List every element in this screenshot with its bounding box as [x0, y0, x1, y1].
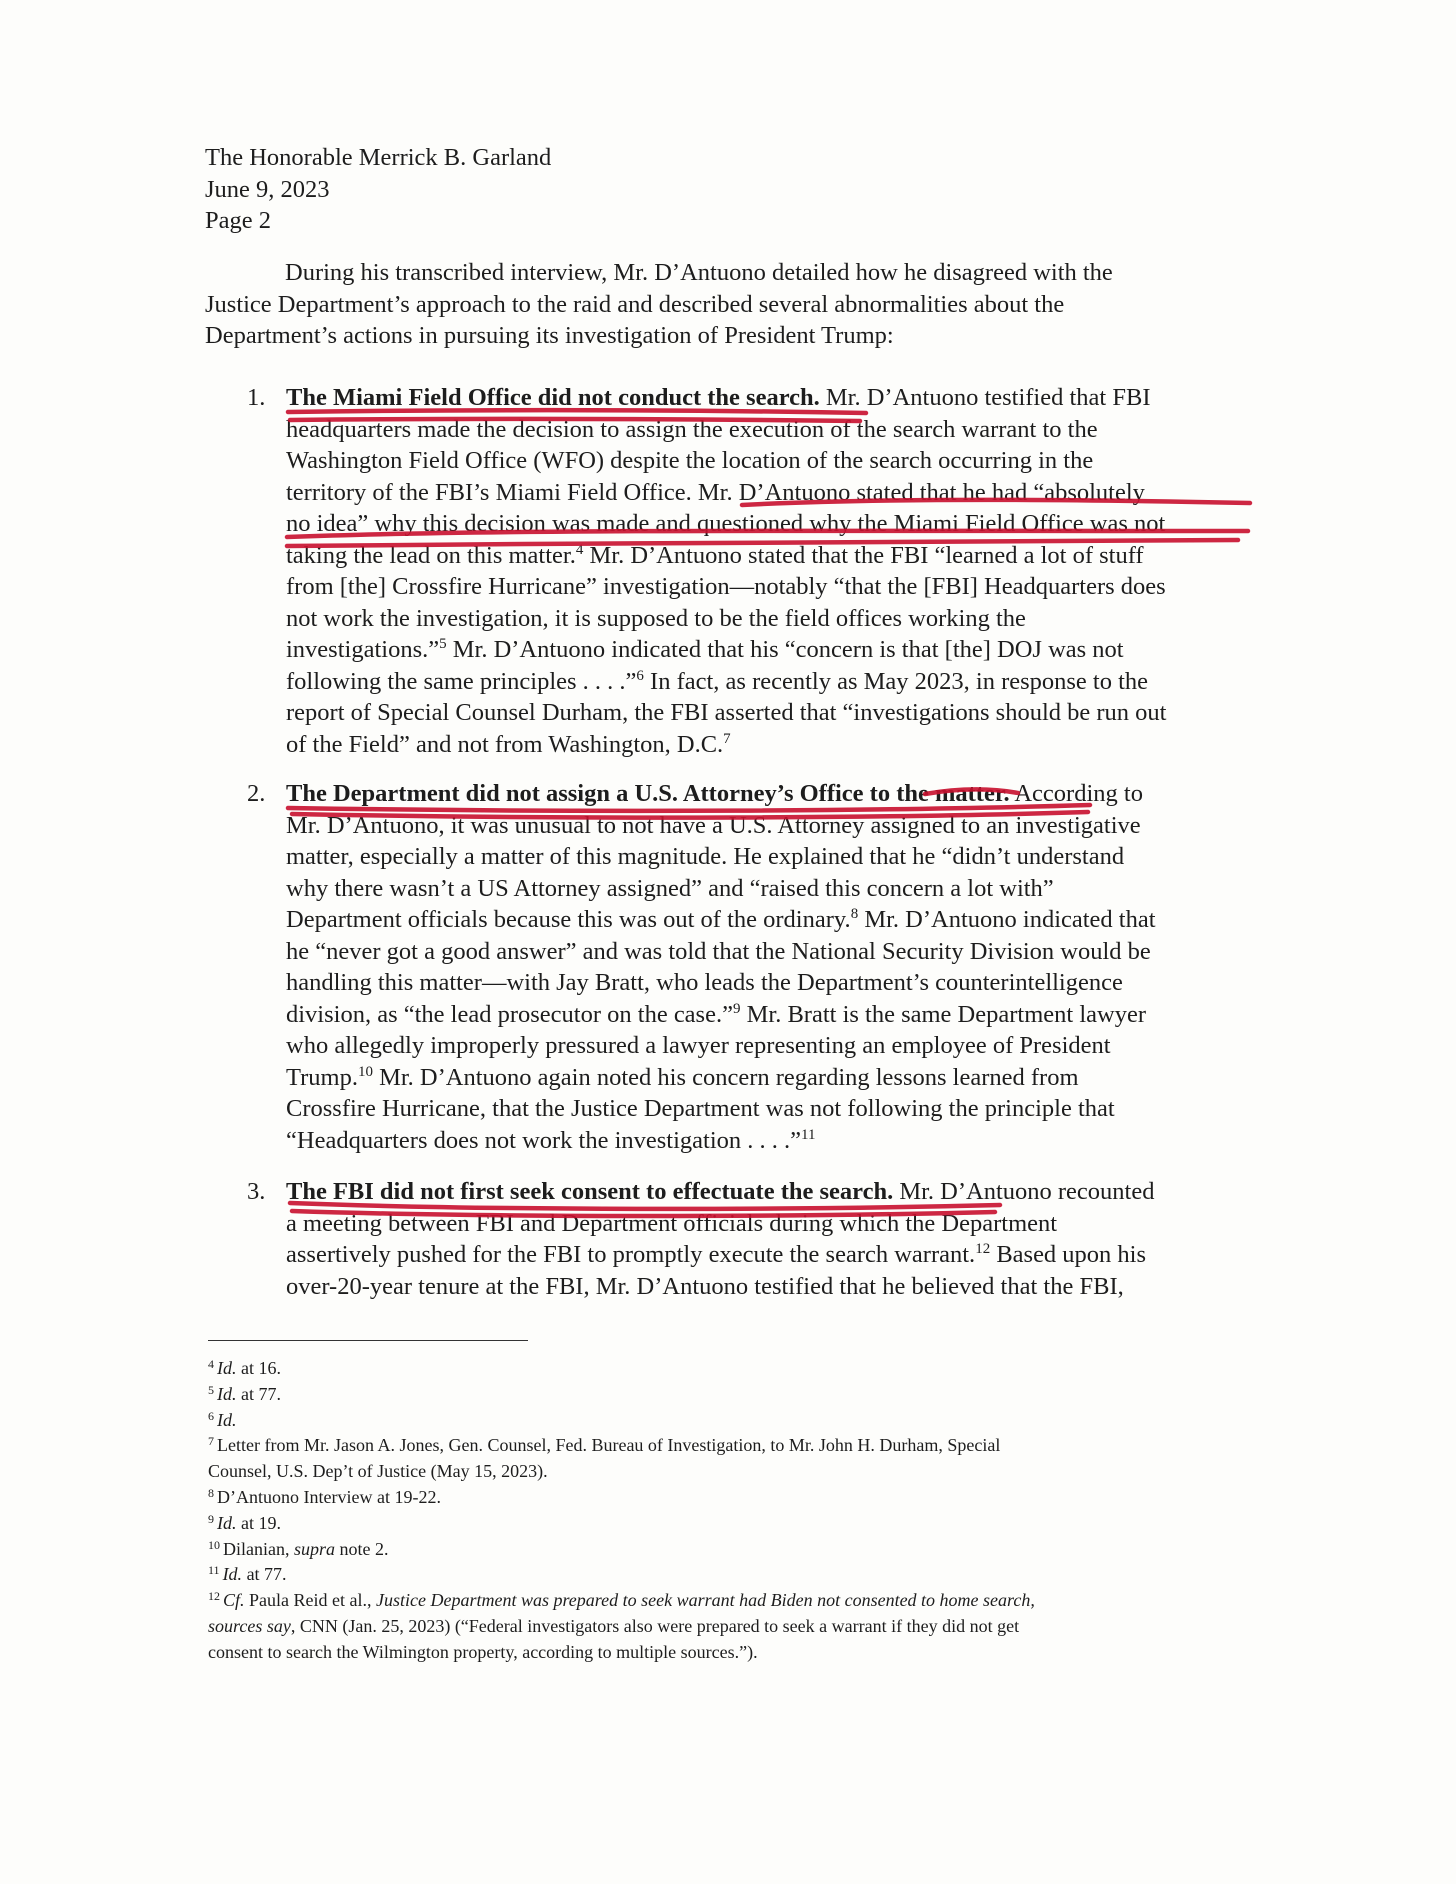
item-heading: The Department did not assign a U.S. Attorney’s Office to the matter.: [286, 780, 1010, 807]
footnote-12-cont: consent to search the Wilmington property, according to multiple sources.”).: [208, 1641, 758, 1662]
item-text: matter, especially a matter of this magnitude. He explained that he “didn’t understand: [286, 843, 1125, 870]
item-text: Washington Field Office (WFO) despite the location of the search occurring in the: [286, 447, 1094, 474]
item-text: of the Field” and not from Washington, D.C.: [286, 730, 724, 758]
list-item-1: [205, 382, 1250, 760]
item-text: Mr. D’Antuono, it was unusual to not have a U.S. Attorney assigned to an investigative: [286, 811, 1141, 839]
item-text: a meeting between FBI and Department officials during which the Department: [286, 1209, 1058, 1237]
intro-line: Department’s actions in pursuing its investigation of President Trump:: [205, 322, 894, 349]
date-line: June 9, 2023: [205, 175, 330, 203]
footnote-12-cont: sources say, CNN (Jan. 25, 2023) (“Federal investigators also were prepared to seek a warrant if they did not get: [208, 1615, 1020, 1636]
item-text: no idea” why this decision was made and questioned why the Miami Field Office was not: [286, 510, 1166, 537]
footnote-ref[interactable]: 6: [636, 667, 644, 684]
item-text: headquarters made the decision to assign the execution of the search warrant to the: [286, 415, 1098, 443]
item-text: Mr. D’Antuono indicated that his “concern is that [the] DOJ was not: [446, 636, 1124, 663]
footnote-ref[interactable]: 12: [975, 1241, 991, 1257]
letter-header: [205, 142, 551, 237]
item-text: who allegedly improperly pressured a lawyer representing an employee of President: [286, 1032, 1111, 1059]
footnote-10: $^{10}$ Dilanian, supra note 2.: [208, 1537, 389, 1559]
item-text: from [the] Crossfire Hurricane” investigation—notably “that the [FBI] Headquarters does: [286, 573, 1166, 600]
item-number: 2.: [247, 780, 266, 807]
list-item-3: [205, 1176, 1250, 1302]
item-text: taking the lead on this matter.: [286, 541, 576, 569]
item-text: territory of the FBI’s Miami Field Office. Mr. D’Antuono stated that he had “absolutely: [286, 478, 1145, 506]
item-text: Department officials because this was out of the ordinary.: [286, 906, 851, 933]
footnote-9: $^9$ Id. at 19.: [208, 1511, 281, 1533]
item-text: “Headquarters does not work the investigation . . . .”: [286, 1126, 802, 1154]
footnote-ref[interactable]: 9: [732, 1000, 741, 1017]
footnote-ref[interactable]: 10: [357, 1063, 373, 1080]
item-heading: The Miami Field Office did not conduct the search.: [286, 384, 820, 411]
item-text: not work the investigation, it is supposed to be the field offices working the: [286, 604, 1026, 632]
item-text: division, as “the lead prosecutor on the case.”: [286, 1000, 733, 1028]
item-text: assertively pushed for the FBI to promptly execute the search warrant.: [286, 1241, 976, 1268]
item-text: According to: [1009, 780, 1143, 807]
item-text: Mr. D’Antuono recounted: [893, 1178, 1155, 1205]
footnote-12: $^{12}$ Cf. Paula Reid et al., Justice Department was prepared to seek warrant had Biden not consented to home search,: [208, 1589, 1035, 1611]
footnote-5: $^5$ Id. at 77.: [208, 1382, 281, 1404]
item-text: Crossfire Hurricane, that the Justice Department was not following the principle that: [286, 1095, 1115, 1122]
item-text: investigations.”: [286, 636, 440, 663]
footnote-ref[interactable]: 7: [723, 730, 731, 747]
footnote-6: $^6$ Id.: [208, 1408, 237, 1430]
footnote-7: $^7$ Letter from Mr. Jason A. Jones, Gen. Counsel, Fed. Bureau of Investigation, to Mr. John H. Durham, Special: [208, 1434, 1001, 1456]
item-text: he “never got a good answer” and was told that the National Security Division would be: [286, 937, 1151, 965]
footnote-ref[interactable]: 8: [850, 906, 859, 922]
footnotes: [208, 1356, 1248, 1666]
footnote-ref[interactable]: 5: [439, 636, 447, 652]
item-text: Mr. D’Antuono again noted his concern regarding lessons learned from: [372, 1063, 1079, 1091]
footnote-ref[interactable]: 11: [801, 1126, 816, 1143]
item-text: handling this matter—with Jay Bratt, who leads the Department’s counterintelligence: [286, 969, 1123, 996]
item-text: why there wasn’t a US Attorney assigned” and “raised this concern a lot with”: [286, 874, 1054, 902]
recipient-line: The Honorable Merrick B. Garland: [205, 144, 552, 171]
footnote-8: $^8$ D’Antuono Interview at 19-22.: [208, 1485, 441, 1507]
footnote-4: $^4$ Id. at 16.: [208, 1357, 281, 1378]
intro-line: Justice Department’s approach to the raid and described several abnormalities about the: [205, 290, 1065, 318]
item-text: Based upon his: [990, 1241, 1147, 1268]
intro-paragraph: [205, 257, 1250, 352]
item-number: 3.: [247, 1178, 266, 1205]
list-item-2: [205, 778, 1250, 1156]
item-number: 1.: [247, 384, 266, 411]
item-text: Trump.: [286, 1063, 358, 1091]
item-text: Mr. D’Antuono stated that the FBI “learned a lot of stuff: [583, 541, 1144, 569]
footnote-ref[interactable]: 4: [575, 541, 584, 558]
item-text: over-20-year tenure at the FBI, Mr. D’Antuono testified that he believed that the FBI,: [286, 1272, 1124, 1300]
item-text: following the same principles . . . .”: [286, 667, 637, 695]
item-text: report of Special Counsel Durham, the FBI asserted that “investigations should be run out: [286, 699, 1167, 726]
item-heading: The FBI did not first seek consent to effectuate the search.: [286, 1178, 894, 1205]
footnote-divider: [208, 1340, 528, 1341]
item-text: Mr. Bratt is the same Department lawyer: [740, 1000, 1146, 1028]
footnote-7-cont: Counsel, U.S. Dep’t of Justice (May 15, 2023).: [208, 1461, 548, 1482]
item-text: Mr. D’Antuono testified that FBI: [819, 384, 1151, 411]
item-text: Mr. D’Antuono indicated that: [858, 906, 1156, 933]
intro-line: During his transcribed interview, Mr. D’Antuono detailed how he disagreed with the: [285, 259, 1113, 286]
page-number: Page 2: [205, 207, 271, 234]
item-text: In fact, as recently as May 2023, in response to the: [643, 667, 1149, 695]
footnote-11: $^{11}$ Id. at 77.: [208, 1563, 287, 1585]
